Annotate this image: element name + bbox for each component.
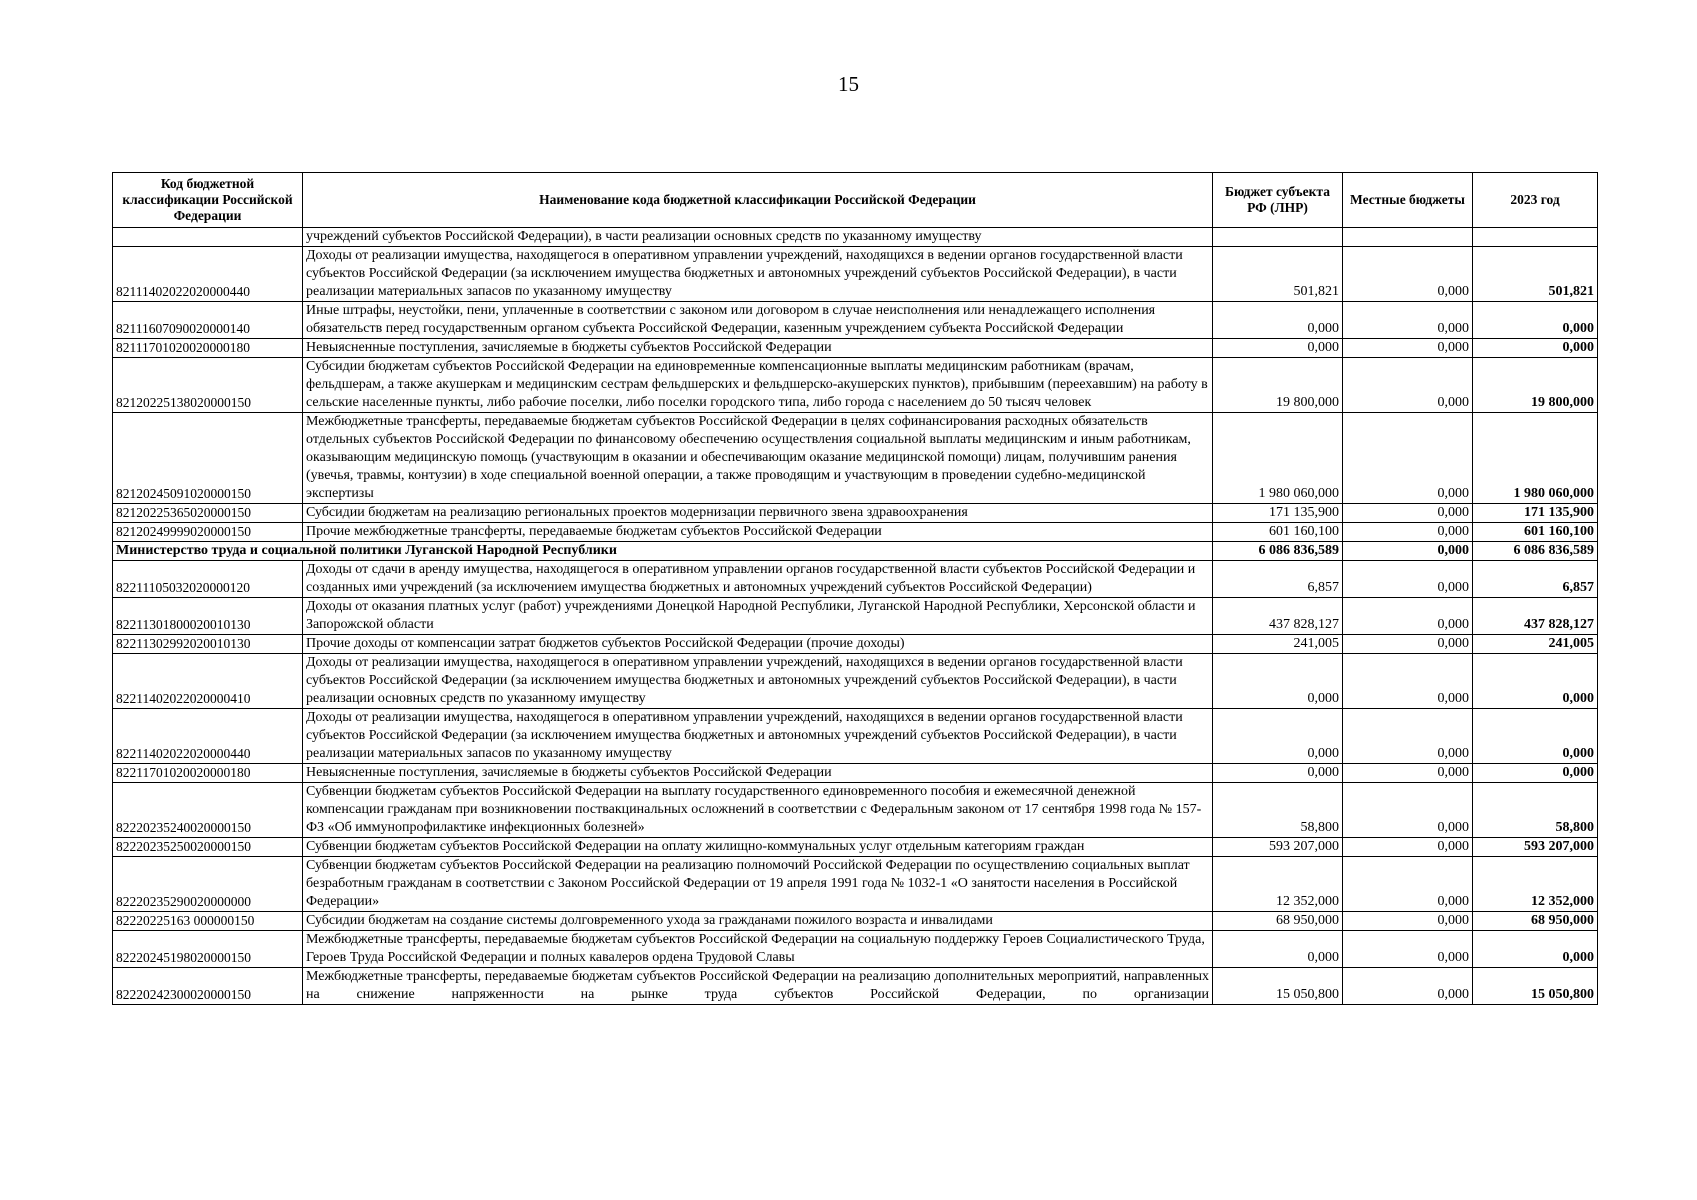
table-row <box>113 413 1598 504</box>
cell-code: 82120245091020000150 <box>113 413 303 504</box>
table-row <box>113 358 1598 413</box>
cell-local: 0,000 <box>1343 931 1473 968</box>
cell-code: 82220235290020000000 <box>113 857 303 912</box>
cell-total: 501,821 <box>1473 247 1598 302</box>
cell-total: 0,000 <box>1473 709 1598 764</box>
cell-code: 82111402022020000440 <box>113 247 303 302</box>
cell-code: 82220235250020000150 <box>113 838 303 857</box>
table-body <box>113 228 1598 1005</box>
table-row <box>113 339 1598 358</box>
header-subject-budget: Бюджет субъекта РФ (ЛНР) <box>1213 173 1343 228</box>
table-row <box>113 504 1598 523</box>
cell-total: 1 980 060,000 <box>1473 413 1598 504</box>
budget-table <box>112 172 1598 1005</box>
table-row <box>113 968 1598 1005</box>
cell-name: Доходы от реализации имущества, находящегося в оперативном управлении учреждений, находящихся в ведении органов государственной власти субъектов Российской Федерации (за исключением имущества бюджетных и автономных учреждений субъектов Российской Федерации), в части реализации основных средств по указанному имуществу <box>303 654 1213 709</box>
cell-name: Доходы от реализации имущества, находящегося в оперативном управлении учреждений, находящихся в ведении органов государственной власти субъектов Российской Федерации (за исключением имущества бюджетных и автономных учреждений субъектов Российской Федерации), в части реализации материальных запасов по указанному имуществу <box>303 709 1213 764</box>
cell-code: 82211105032020000120 <box>113 561 303 598</box>
cell-name: Доходы от оказания платных услуг (работ) учреждениями Донецкой Народной Республики, Луганской Народной Республики, Херсонской области и Запорожской области <box>303 598 1213 635</box>
cell-total: 0,000 <box>1473 654 1598 709</box>
cell-name: Межбюджетные трансферты, передаваемые бюджетам субъектов Российской Федерации на реализацию дополнительных мероприятий, направленных на снижение напряженности на рынке труда субъектов Российской Федерации, по организации <box>303 968 1213 1005</box>
header-code: Код бюджетной классификации Российской Федерации <box>113 173 303 228</box>
cell-name: Прочие доходы от компенсации затрат бюджетов субъектов Российской Федерации (прочие доходы) <box>303 635 1213 654</box>
table-row <box>113 635 1598 654</box>
table-row <box>113 838 1598 857</box>
header-year: 2023 год <box>1473 173 1598 228</box>
cell-total: 0,000 <box>1473 339 1598 358</box>
cell-name: Иные штрафы, неустойки, пени, уплаченные в соответствии с законом или договором в случае неисполнения или ненадлежащего исполнения обязательств перед государственным органом субъекта Российской Федерации, казенным учреждением субъекта Российской Федерации <box>303 302 1213 339</box>
cell-code: 82211402022020000410 <box>113 654 303 709</box>
cell-subject: 0,000 <box>1213 654 1343 709</box>
cell-total: 6,857 <box>1473 561 1598 598</box>
cell-code: 82111701020020000180 <box>113 339 303 358</box>
cell-subject: 437 828,127 <box>1213 598 1343 635</box>
section-row <box>113 542 1598 561</box>
cell-name: Межбюджетные трансферты, передаваемые бюджетам субъектов Российской Федерации в целях софинансирования расходных обязательств отдельных субъектов Российской Федерации по финансовому обеспечению осуществления социальной выплаты медицинским и иным работникам, оказывающим медицинскую помощь (участвующим в оказании и обеспечивающим оказание медицинской помощи) лицам, получившим ранения (увечья, травмы, контузии) в ходе специальной военной операции, а также проводящим и участвующим в проведении судебно-медицинской экспертизы <box>303 413 1213 504</box>
cell-code: 82211302992020010130 <box>113 635 303 654</box>
cell-subject <box>1213 228 1343 247</box>
cell-local: 0,000 <box>1343 654 1473 709</box>
cell-name: Субвенции бюджетам субъектов Российской Федерации на выплату государственного единовременного пособия и ежемесячной денежной компенсации гражданам при возникновении поствакцинальных осложнений в соответствии с Федеральным законом от 17 сентября 1998 года № 157-ФЗ «Об иммунопрофилактике инфекционных болезней» <box>303 783 1213 838</box>
cell-local: 0,000 <box>1343 302 1473 339</box>
cell-subject: 1 980 060,000 <box>1213 413 1343 504</box>
cell-code: 82220242300020000150 <box>113 968 303 1005</box>
cell-name: Субсидии бюджетам субъектов Российской Федерации на единовременные компенсационные выплаты медицинским работникам (врачам, фельдшерам, а также акушеркам и медицинским сестрам фельдшерских и фельдшерско-акушерских пунктов), прибывшим (переехавшим) на работу в сельские населенные пункты, либо рабочие поселки, либо поселки городского типа, либо города с населением до 50 тысяч человек <box>303 358 1213 413</box>
cell-total: 0,000 <box>1473 302 1598 339</box>
cell-local: 0,000 <box>1343 339 1473 358</box>
cell-name: Доходы от сдачи в аренду имущества, находящегося в оперативном управлении органов государственной власти субъектов Российской Федерации и созданных ими учреждений (за исключением имущества бюджетных и автономных учреждений субъектов Российской Федерации) <box>303 561 1213 598</box>
cell-local: 0,000 <box>1343 912 1473 931</box>
section-total: 6 086 836,589 <box>1473 542 1598 561</box>
cell-code <box>113 228 303 247</box>
cell-subject: 0,000 <box>1213 931 1343 968</box>
cell-name: Субсидии бюджетам на реализацию региональных проектов модернизации первичного звена здравоохранения <box>303 504 1213 523</box>
table-row <box>113 523 1598 542</box>
cell-local: 0,000 <box>1343 561 1473 598</box>
cell-local: 0,000 <box>1343 523 1473 542</box>
cell-name: учреждений субъектов Российской Федерации), в части реализации основных средств по указанному имуществу <box>303 228 1213 247</box>
cell-local: 0,000 <box>1343 857 1473 912</box>
cell-subject: 171 135,900 <box>1213 504 1343 523</box>
section-local: 0,000 <box>1343 542 1473 561</box>
cell-local: 0,000 <box>1343 413 1473 504</box>
cell-code: 82211701020020000180 <box>113 764 303 783</box>
cell-code: 82220235240020000150 <box>113 783 303 838</box>
table-row <box>113 598 1598 635</box>
cell-subject: 501,821 <box>1213 247 1343 302</box>
cell-total: 58,800 <box>1473 783 1598 838</box>
table-row <box>113 857 1598 912</box>
cell-code: 82120249999020000150 <box>113 523 303 542</box>
cell-total: 12 352,000 <box>1473 857 1598 912</box>
cell-local: 0,000 <box>1343 635 1473 654</box>
cell-name: Межбюджетные трансферты, передаваемые бюджетам субъектов Российской Федерации на социальную поддержку Героев Социалистического Труда, Героев Труда Российской Федерации и полных кавалеров ордена Трудовой Славы <box>303 931 1213 968</box>
cell-local: 0,000 <box>1343 504 1473 523</box>
cell-subject: 6,857 <box>1213 561 1343 598</box>
cell-subject: 68 950,000 <box>1213 912 1343 931</box>
cell-subject: 0,000 <box>1213 709 1343 764</box>
section-subject: 6 086 836,589 <box>1213 542 1343 561</box>
table-row <box>113 931 1598 968</box>
cell-subject: 241,005 <box>1213 635 1343 654</box>
cell-total: 437 828,127 <box>1473 598 1598 635</box>
cell-total <box>1473 228 1598 247</box>
cell-local: 0,000 <box>1343 247 1473 302</box>
cell-code: 82220245198020000150 <box>113 931 303 968</box>
cell-subject: 0,000 <box>1213 339 1343 358</box>
table-row <box>113 783 1598 838</box>
cell-subject: 0,000 <box>1213 302 1343 339</box>
cell-local: 0,000 <box>1343 358 1473 413</box>
cell-total: 0,000 <box>1473 764 1598 783</box>
cell-subject: 19 800,000 <box>1213 358 1343 413</box>
cell-total: 68 950,000 <box>1473 912 1598 931</box>
cell-local: 0,000 <box>1343 764 1473 783</box>
cell-name: Субвенции бюджетам субъектов Российской Федерации на реализацию полномочий Российской Федерации по осуществлению социальных выплат безработным гражданам в соответствии с Законом Российской Федерации от 19 апреля 1991 года № 1032-1 «О занятости населения в Российской Федерации» <box>303 857 1213 912</box>
table-row <box>113 561 1598 598</box>
cell-total: 171 135,900 <box>1473 504 1598 523</box>
header-name: Наименование кода бюджетной классификации Российской Федерации <box>303 173 1213 228</box>
cell-total: 15 050,800 <box>1473 968 1598 1005</box>
section-name: Министерство труда и социальной политики Луганской Народной Республики <box>113 542 1213 561</box>
table-row <box>113 302 1598 339</box>
table-row-continuation <box>113 228 1598 247</box>
cell-total: 0,000 <box>1473 931 1598 968</box>
cell-subject: 593 207,000 <box>1213 838 1343 857</box>
cell-name: Невыясненные поступления, зачисляемые в бюджеты субъектов Российской Федерации <box>303 339 1213 358</box>
cell-name: Невыясненные поступления, зачисляемые в бюджеты субъектов Российской Федерации <box>303 764 1213 783</box>
cell-total: 593 207,000 <box>1473 838 1598 857</box>
cell-local: 0,000 <box>1343 598 1473 635</box>
table-row <box>113 247 1598 302</box>
cell-local: 0,000 <box>1343 783 1473 838</box>
cell-total: 601 160,100 <box>1473 523 1598 542</box>
table-header-row <box>113 173 1598 228</box>
table-row <box>113 912 1598 931</box>
cell-code: 82220225163 000000150 <box>113 912 303 931</box>
cell-code: 82111607090020000140 <box>113 302 303 339</box>
cell-total: 241,005 <box>1473 635 1598 654</box>
cell-local: 0,000 <box>1343 709 1473 764</box>
table-row <box>113 764 1598 783</box>
table-row <box>113 709 1598 764</box>
cell-subject: 12 352,000 <box>1213 857 1343 912</box>
header-local-budgets: Местные бюджеты <box>1343 173 1473 228</box>
cell-code: 82211402022020000440 <box>113 709 303 764</box>
table-row <box>113 654 1598 709</box>
cell-name: Субсидии бюджетам на создание системы долговременного ухода за гражданами пожилого возраста и инвалидами <box>303 912 1213 931</box>
cell-code: 82120225365020000150 <box>113 504 303 523</box>
cell-code: 82211301800020010130 <box>113 598 303 635</box>
cell-subject: 58,800 <box>1213 783 1343 838</box>
cell-local <box>1343 228 1473 247</box>
cell-name: Субвенции бюджетам субъектов Российской Федерации на оплату жилищно-коммунальных услуг отдельным категориям граждан <box>303 838 1213 857</box>
cell-code: 82120225138020000150 <box>113 358 303 413</box>
cell-name: Прочие межбюджетные трансферты, передаваемые бюджетам субъектов Российской Федерации <box>303 523 1213 542</box>
page-number: 15 <box>838 72 859 96</box>
cell-subject: 0,000 <box>1213 764 1343 783</box>
cell-name: Доходы от реализации имущества, находящегося в оперативном управлении учреждений, находящихся в ведении органов государственной власти субъектов Российской Федерации (за исключением имущества бюджетных и автономных учреждений субъектов Российской Федерации), в части реализации материальных запасов по указанному имуществу <box>303 247 1213 302</box>
cell-subject: 601 160,100 <box>1213 523 1343 542</box>
cell-total: 19 800,000 <box>1473 358 1598 413</box>
cell-local: 0,000 <box>1343 838 1473 857</box>
cell-local: 0,000 <box>1343 968 1473 1005</box>
cell-subject: 15 050,800 <box>1213 968 1343 1005</box>
